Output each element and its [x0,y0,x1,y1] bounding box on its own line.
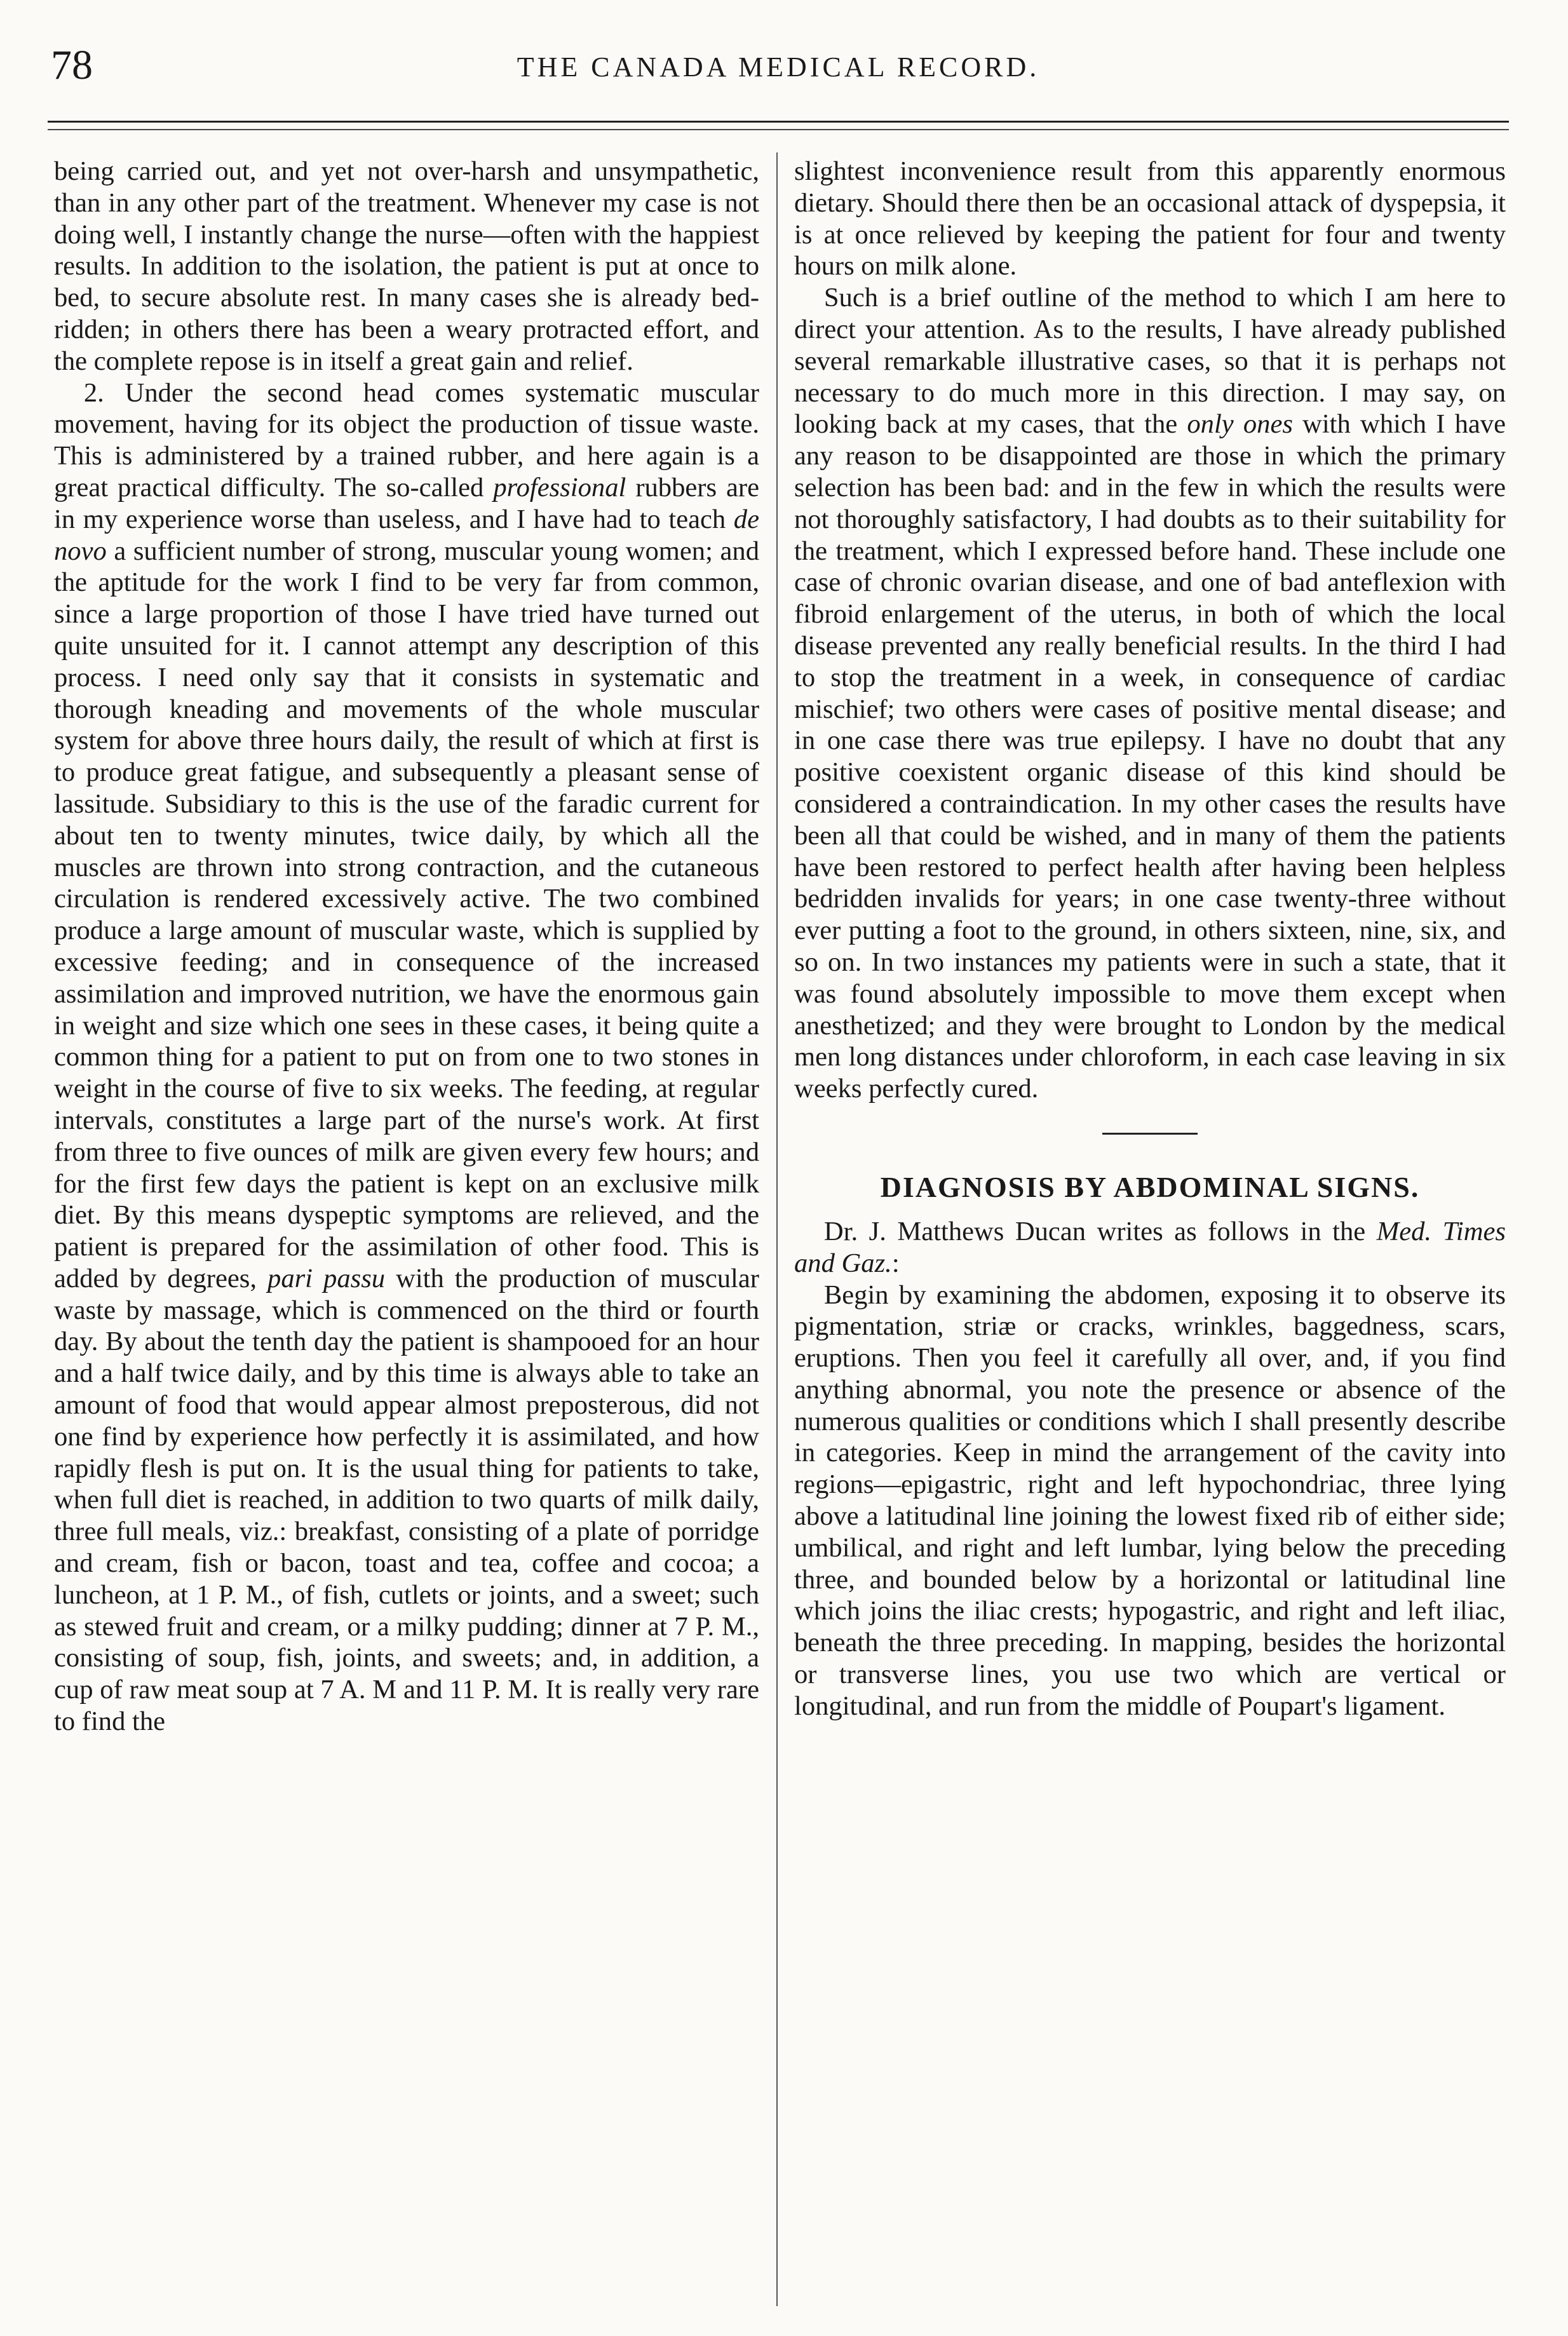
text-run: Dr. J. Matthews Ducan writes as follows in the [823,1216,1377,1246]
text-run: 2. Under the second head comes systematic muscular movement, having for its object the production of tissue waste. This is administered by a trained rubber, and here again is a great practical difficulty. The so-called [54,377,759,503]
section-heading: DIAGNOSIS BY ABDOMINAL SIGNS. [880,1170,1420,1203]
section-separator [1102,1133,1198,1135]
text-run: with which I have any reason to be disappointed are those in which the primary selection has been bad: and in the few in which the results were not thoroughly satisfactory, I had doubts as to their suitability for the treatment, which I expressed before hand. These include one case of chronic ovarian disease, and one of bad anteflexion with fibroid enlargement of the uterus, in both of which the local disease prevented any really beneficial results. In the third I had to stop the treatment in a week, in consequence of cardiac mischief; two others were cases of positive mental disease; and in one case there was true epilepsy. I have no doubt that any positive coexistent organic disease of this kind should be considered a contraindication. In my other cases the results have been all that could be wished, and in many of them the patients have been restored to perfect health after having been helpless bedridden invalids for years; in one case twenty-three without ever putting a foot to the ground, in others sixteen, nine, six, and so on. In two instances my patients were in such a state, that it was found absolutely impossible to move them except when anesthetized; and they were brought to London by the medical men long distances under chloroform, in each case leaving in six weeks perfectly cured. [794,409,1506,1104]
header-rule [48,121,1509,123]
text-run: a sufficient number of strong, muscular young women; and the aptitude for the work I find to be very far from common, since a large proportion of those I have tried have turned out quite unsuited for it. I cannot attempt any description of this process. I need only say that it consists in systematic and thorough kneading and movements of the whole muscular system for above three hours daily, the result of which at first is to produce great fatigue, and subsequently a pleasant sense of lassitude. Subsidiary to this is the use of the faradic current for about ten to twenty minutes, twice daily, by which all the muscles are thrown into strong contraction, and the cutaneous circulation is rendered excessively active. The two combined produce a large amount of muscular waste, which is supplied by excessive feeding; and in consequence of the increased assimilation and improved nutrition, we have the enormous gain in weight and size which one sees in these cases, it being quite a common thing for a patient to put on from one to two stones in weight in the course of five to six weeks. The feeding, at regular intervals, constitutes a large part of the nurse's work. At first from three to five ounces of milk are given every few hours; and for the first few days the patient is kept on an exclusive milk diet. By this means dyspeptic symptoms are relieved, and the patient is prepared for the assimilation of other food. This is added by degrees, [54,536,759,1293]
left-column [54,156,759,1738]
text-run: : [891,1248,900,1278]
header-rule-secondary [48,129,1509,130]
text-run: rubbers are in my experience worse than useless, and I have had to teach [54,472,760,534]
column-divider [776,152,778,2306]
page-header [51,44,1506,108]
paragraph-continued: slightest inconvenience result from this apparently enormous dietary. Should there then be an occasional attack of dyspepsia, it is at once relieved by keeping the patient for four and twenty hours on milk alone. [794,156,1506,281]
paragraph-attribution [794,1216,1506,1279]
italic-de-novo: de novo [54,504,759,566]
italic-pari-passu: pari passu [267,1263,386,1293]
text-run: Such is a brief outline of the method to which I am here to direct your attention. As to the results, I have already published several remarkable illustrative cases, so that it is perhaps not necessary to do much more in this direction. I may say, on looking back at my cases, that the [794,283,1506,440]
paragraph-abdomen-exam: Begin by examining the abdomen, exposing it to observe its pigmentation, striæ or cracks, wrinkles, baggedness, scars, eruptions. Then you feel it carefully all over, and, if you find anything abnormal, you note the presence or absence of the numerous qualities or conditions which I shall presently describe in categories. Keep in mind the arrangement of the cavity into regions—epigastric, right and left hypochondriac, three lying above a latitudinal line joining the lowest fixed rib of either side; umbilical, and right and left lumbar, lying below the preceding three, and bounded below by a horizontal or latitudinal line which joins the iliac crests; hypogastric, and right and left iliac, beneath the three preceding. In mapping, besides the horizontal or transverse lines, you use two which are vertical or longitudinal, and run from the middle of Poupart's ligament. [794,1279,1506,1721]
right-column [794,156,1506,1722]
paragraph-muscular-movement [54,377,759,1738]
italic-professional: professional [493,472,626,503]
page-number: 78 [51,42,93,88]
italic-journal-title: Med. Times and Gaz. [794,1216,1506,1278]
text-run: with the production of muscular waste by massage, which is commenced on the third or fourth day. By about the tenth day the patient is shampooed for an hour and a half twice daily, and by this time is always able to take an amount of food that would appear almost preposterous, did not one find by experience how perfectly it is assimilated, and how rapidly flesh is put on. It is the usual thing for patients to take, when full diet is reached, in addition to two quarts of milk daily, three full meals, viz.: breakfast, consisting of a plate of porridge and cream, fish or bacon, toast and tea, coffee and cocoa; a luncheon, at 1 P. M., of fish, cutlets or joints, and a sweet; such as stewed fruit and cream, or a milky pudding; dinner at 7 P. M., consisting of soup, fish, joints, and sweets; and, in addition, a cup of raw meat soup at 7 A. M and 11 P. M. It is really very rare to find the [54,1263,759,1737]
paragraph-continued: being carried out, and yet not over-harsh and unsympathetic, than in any other part of the treatment. Whenever my case is not doing well, I instantly change the nurse—often with the happiest results. In addition to the isolation, the patient is put at once to bed, to secure absolute rest. In many cases she is already bed-ridden; in others there has been a weary protracted effort, and the complete repose is in itself a great gain and relief. [54,156,759,376]
paragraph-method-outline [794,282,1506,1105]
running-title: THE CANADA MEDICAL RECORD. [517,51,1040,83]
italic-only-ones: only ones [1187,409,1293,440]
